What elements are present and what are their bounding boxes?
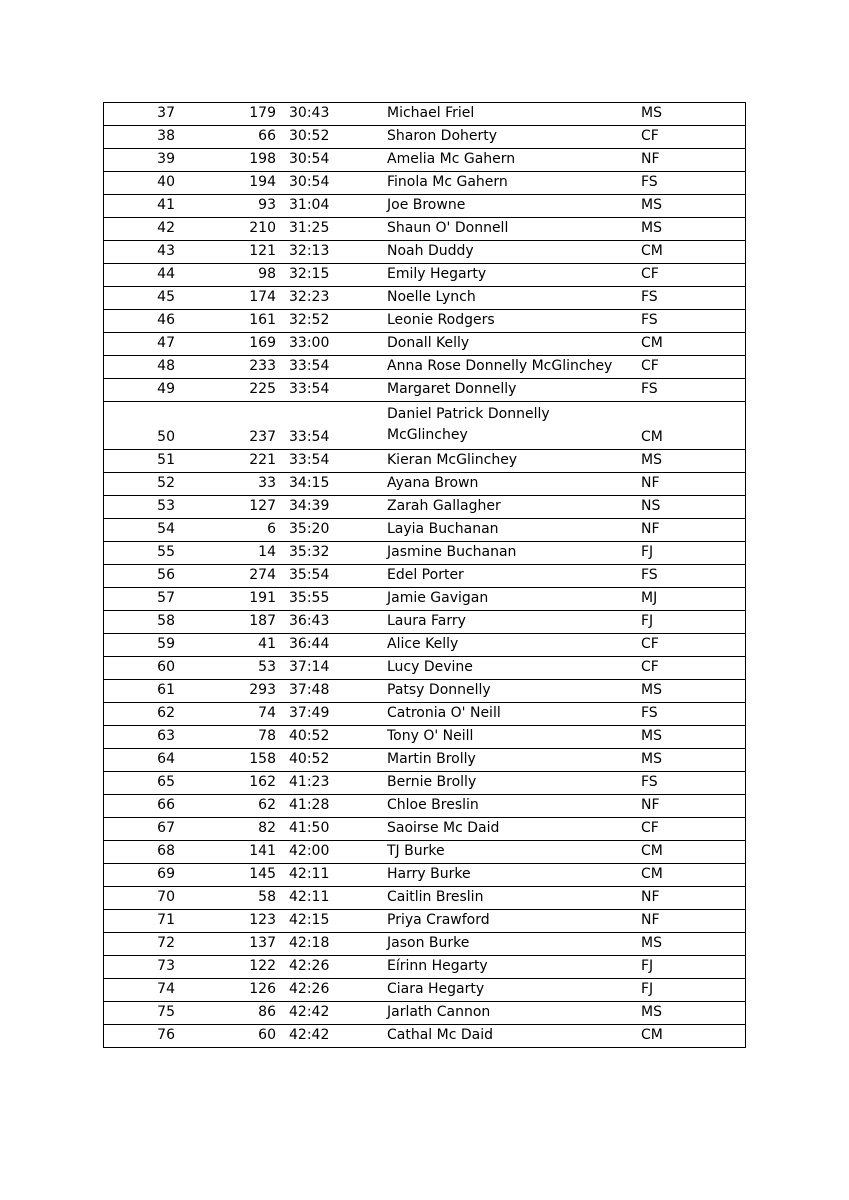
bib-number-cell: 179: [175, 103, 280, 126]
finish-time-cell: 32:15: [280, 264, 381, 287]
runner-name-cell: Noelle Lynch: [381, 287, 635, 310]
category-cell: CM: [635, 333, 746, 356]
table-row: [104, 333, 746, 356]
table-row: [104, 818, 746, 841]
finish-time-cell: 42:42: [280, 1025, 381, 1048]
position-cell: 59: [104, 634, 176, 657]
runner-name-cell: Amelia Mc Gahern: [381, 149, 635, 172]
table-row: [104, 588, 746, 611]
position-cell: 51: [104, 450, 176, 473]
position-cell: 71: [104, 910, 176, 933]
category-cell: CF: [635, 657, 746, 680]
runner-name-cell: Bernie Brolly: [381, 772, 635, 795]
position-cell: 68: [104, 841, 176, 864]
bib-number-cell: 33: [175, 473, 280, 496]
finish-time-cell: 35:32: [280, 542, 381, 565]
category-cell: MJ: [635, 588, 746, 611]
table-row: [104, 264, 746, 287]
category-cell: FS: [635, 703, 746, 726]
runner-name-cell: Margaret Donnelly: [381, 379, 635, 402]
runner-name-cell: Sharon Doherty: [381, 126, 635, 149]
runner-name-cell: Saoirse Mc Daid: [381, 818, 635, 841]
bib-number-cell: 127: [175, 496, 280, 519]
bib-number-cell: 60: [175, 1025, 280, 1048]
runner-name-cell: Cathal Mc Daid: [381, 1025, 635, 1048]
bib-number-cell: 121: [175, 241, 280, 264]
table-row: [104, 1002, 746, 1025]
category-cell: CM: [635, 402, 746, 450]
table-row: [104, 565, 746, 588]
runner-name-cell: Zarah Gallagher: [381, 496, 635, 519]
category-cell: CF: [635, 634, 746, 657]
category-cell: MS: [635, 933, 746, 956]
runner-name-cell: Daniel Patrick Donnelly McGlinchey: [381, 402, 635, 450]
finish-time-cell: 32:23: [280, 287, 381, 310]
position-cell: 42: [104, 218, 176, 241]
table-row: [104, 979, 746, 1002]
category-cell: NF: [635, 519, 746, 542]
bib-number-cell: 233: [175, 356, 280, 379]
table-row: [104, 172, 746, 195]
category-cell: FJ: [635, 542, 746, 565]
runner-name-cell: Layia Buchanan: [381, 519, 635, 542]
category-cell: NS: [635, 496, 746, 519]
finish-time-cell: 33:54: [280, 379, 381, 402]
runner-name-cell: Kieran McGlinchey: [381, 450, 635, 473]
position-cell: 76: [104, 1025, 176, 1048]
bib-number-cell: 123: [175, 910, 280, 933]
bib-number-cell: 98: [175, 264, 280, 287]
finish-time-cell: 30:54: [280, 149, 381, 172]
runner-name-cell: Laura Farry: [381, 611, 635, 634]
bib-number-cell: 293: [175, 680, 280, 703]
finish-time-cell: 41:23: [280, 772, 381, 795]
runner-name-cell: Edel Porter: [381, 565, 635, 588]
table-row: [104, 103, 746, 126]
position-cell: 53: [104, 496, 176, 519]
position-cell: 74: [104, 979, 176, 1002]
position-cell: 72: [104, 933, 176, 956]
category-cell: FJ: [635, 956, 746, 979]
runner-name-cell: Ciara Hegarty: [381, 979, 635, 1002]
position-cell: 50: [104, 402, 176, 450]
category-cell: CM: [635, 1025, 746, 1048]
runner-name-cell: Jason Burke: [381, 933, 635, 956]
bib-number-cell: 126: [175, 979, 280, 1002]
bib-number-cell: 198: [175, 149, 280, 172]
category-cell: NF: [635, 473, 746, 496]
bib-number-cell: 58: [175, 887, 280, 910]
bib-number-cell: 141: [175, 841, 280, 864]
runner-name-cell: Ayana Brown: [381, 473, 635, 496]
bib-number-cell: 225: [175, 379, 280, 402]
position-cell: 46: [104, 310, 176, 333]
finish-time-cell: 41:50: [280, 818, 381, 841]
table-row: [104, 287, 746, 310]
category-cell: MS: [635, 103, 746, 126]
table-row: [104, 149, 746, 172]
runner-name-cell: Caitlin Breslin: [381, 887, 635, 910]
table-row: [104, 956, 746, 979]
runner-name-cell: Alice Kelly: [381, 634, 635, 657]
runner-name-cell: Chloe Breslin: [381, 795, 635, 818]
finish-time-cell: 35:55: [280, 588, 381, 611]
table-row: [104, 356, 746, 379]
table-row: [104, 450, 746, 473]
finish-time-cell: 30:52: [280, 126, 381, 149]
runner-name-cell: Priya Crawford: [381, 910, 635, 933]
finish-time-cell: 37:49: [280, 703, 381, 726]
position-cell: 73: [104, 956, 176, 979]
category-cell: MS: [635, 749, 746, 772]
position-cell: 38: [104, 126, 176, 149]
finish-time-cell: 42:42: [280, 1002, 381, 1025]
category-cell: CM: [635, 864, 746, 887]
finish-time-cell: 41:28: [280, 795, 381, 818]
position-cell: 48: [104, 356, 176, 379]
category-cell: NF: [635, 910, 746, 933]
bib-number-cell: 6: [175, 519, 280, 542]
finish-time-cell: 33:54: [280, 356, 381, 379]
table-row: [104, 726, 746, 749]
category-cell: NF: [635, 887, 746, 910]
bib-number-cell: 221: [175, 450, 280, 473]
position-cell: 44: [104, 264, 176, 287]
table-row: [104, 933, 746, 956]
finish-time-cell: 42:15: [280, 910, 381, 933]
position-cell: 55: [104, 542, 176, 565]
finish-time-cell: 33:54: [280, 450, 381, 473]
category-cell: MS: [635, 680, 746, 703]
category-cell: FJ: [635, 979, 746, 1002]
results-table: [103, 102, 746, 1048]
table-row: [104, 749, 746, 772]
finish-time-cell: 42:26: [280, 956, 381, 979]
finish-time-cell: 42:11: [280, 864, 381, 887]
runner-name-cell: Catronia O' Neill: [381, 703, 635, 726]
category-cell: MS: [635, 726, 746, 749]
runner-name-cell: TJ Burke: [381, 841, 635, 864]
category-cell: FS: [635, 287, 746, 310]
position-cell: 45: [104, 287, 176, 310]
category-cell: MS: [635, 1002, 746, 1025]
finish-time-cell: 37:14: [280, 657, 381, 680]
finish-time-cell: 40:52: [280, 749, 381, 772]
position-cell: 57: [104, 588, 176, 611]
runner-name-cell: Jasmine Buchanan: [381, 542, 635, 565]
table-row: [104, 795, 746, 818]
category-cell: CF: [635, 818, 746, 841]
runner-name-cell: Shaun O' Donnell: [381, 218, 635, 241]
bib-number-cell: 66: [175, 126, 280, 149]
table-row: [104, 703, 746, 726]
runner-name-cell: Joe Browne: [381, 195, 635, 218]
runner-name-cell: Anna Rose Donnelly McGlinchey: [381, 356, 635, 379]
bib-number-cell: 158: [175, 749, 280, 772]
position-cell: 58: [104, 611, 176, 634]
category-cell: FS: [635, 565, 746, 588]
runner-name-cell: Tony O' Neill: [381, 726, 635, 749]
finish-time-cell: 32:52: [280, 310, 381, 333]
bib-number-cell: 122: [175, 956, 280, 979]
table-row: [104, 772, 746, 795]
table-row: [104, 910, 746, 933]
runner-name-cell: Noah Duddy: [381, 241, 635, 264]
finish-time-cell: 42:00: [280, 841, 381, 864]
bib-number-cell: 169: [175, 333, 280, 356]
finish-time-cell: 34:15: [280, 473, 381, 496]
category-cell: NF: [635, 149, 746, 172]
table-row: [104, 218, 746, 241]
finish-time-cell: 36:43: [280, 611, 381, 634]
position-cell: 61: [104, 680, 176, 703]
table-row: [104, 379, 746, 402]
category-cell: FS: [635, 310, 746, 333]
position-cell: 65: [104, 772, 176, 795]
table-row: [104, 126, 746, 149]
position-cell: 47: [104, 333, 176, 356]
position-cell: 43: [104, 241, 176, 264]
table-row: [104, 680, 746, 703]
finish-time-cell: 42:18: [280, 933, 381, 956]
position-cell: 63: [104, 726, 176, 749]
finish-time-cell: 31:25: [280, 218, 381, 241]
bib-number-cell: 14: [175, 542, 280, 565]
table-row: [104, 402, 746, 450]
table-row: [104, 195, 746, 218]
table-row: [104, 657, 746, 680]
position-cell: 62: [104, 703, 176, 726]
results-table-body: [104, 103, 746, 1048]
bib-number-cell: 86: [175, 1002, 280, 1025]
position-cell: 64: [104, 749, 176, 772]
table-row: [104, 310, 746, 333]
position-cell: 69: [104, 864, 176, 887]
category-cell: FJ: [635, 611, 746, 634]
bib-number-cell: 62: [175, 795, 280, 818]
bib-number-cell: 41: [175, 634, 280, 657]
bib-number-cell: 78: [175, 726, 280, 749]
bib-number-cell: 191: [175, 588, 280, 611]
finish-time-cell: 34:39: [280, 496, 381, 519]
finish-time-cell: 31:04: [280, 195, 381, 218]
runner-name-cell: Lucy Devine: [381, 657, 635, 680]
runner-name-cell: Finola Mc Gahern: [381, 172, 635, 195]
bib-number-cell: 137: [175, 933, 280, 956]
position-cell: 66: [104, 795, 176, 818]
table-row: [104, 1025, 746, 1048]
position-cell: 67: [104, 818, 176, 841]
runner-name-cell: Martin Brolly: [381, 749, 635, 772]
bib-number-cell: 53: [175, 657, 280, 680]
finish-time-cell: 42:26: [280, 979, 381, 1002]
bib-number-cell: 174: [175, 287, 280, 310]
position-cell: 60: [104, 657, 176, 680]
bib-number-cell: 210: [175, 218, 280, 241]
runner-name-cell: Jamie Gavigan: [381, 588, 635, 611]
runner-name-cell: Eírinn Hegarty: [381, 956, 635, 979]
table-row: [104, 496, 746, 519]
runner-name-cell: Emily Hegarty: [381, 264, 635, 287]
table-row: [104, 864, 746, 887]
position-cell: 52: [104, 473, 176, 496]
position-cell: 39: [104, 149, 176, 172]
position-cell: 70: [104, 887, 176, 910]
runner-name-cell: Jarlath Cannon: [381, 1002, 635, 1025]
runner-name-cell: Donall Kelly: [381, 333, 635, 356]
bib-number-cell: 93: [175, 195, 280, 218]
finish-time-cell: 33:00: [280, 333, 381, 356]
table-row: [104, 611, 746, 634]
finish-time-cell: 42:11: [280, 887, 381, 910]
category-cell: CF: [635, 356, 746, 379]
category-cell: MS: [635, 218, 746, 241]
category-cell: FS: [635, 772, 746, 795]
table-row: [104, 634, 746, 657]
bib-number-cell: 145: [175, 864, 280, 887]
bib-number-cell: 74: [175, 703, 280, 726]
table-row: [104, 241, 746, 264]
table-row: [104, 473, 746, 496]
position-cell: 56: [104, 565, 176, 588]
table-row: [104, 887, 746, 910]
category-cell: MS: [635, 450, 746, 473]
runner-name-cell: Patsy Donnelly: [381, 680, 635, 703]
category-cell: CM: [635, 241, 746, 264]
category-cell: FS: [635, 379, 746, 402]
bib-number-cell: 162: [175, 772, 280, 795]
position-cell: 54: [104, 519, 176, 542]
position-cell: 40: [104, 172, 176, 195]
position-cell: 41: [104, 195, 176, 218]
position-cell: 49: [104, 379, 176, 402]
category-cell: FS: [635, 172, 746, 195]
runner-name-cell: Leonie Rodgers: [381, 310, 635, 333]
runner-name-cell: Michael Friel: [381, 103, 635, 126]
table-row: [104, 519, 746, 542]
table-row: [104, 542, 746, 565]
position-cell: 37: [104, 103, 176, 126]
finish-time-cell: 30:54: [280, 172, 381, 195]
bib-number-cell: 161: [175, 310, 280, 333]
runner-name-cell: Harry Burke: [381, 864, 635, 887]
category-cell: NF: [635, 795, 746, 818]
bib-number-cell: 187: [175, 611, 280, 634]
finish-time-cell: 37:48: [280, 680, 381, 703]
bib-number-cell: 82: [175, 818, 280, 841]
category-cell: MS: [635, 195, 746, 218]
finish-time-cell: 33:54: [280, 402, 381, 450]
position-cell: 75: [104, 1002, 176, 1025]
table-row: [104, 841, 746, 864]
finish-time-cell: 35:54: [280, 565, 381, 588]
bib-number-cell: 194: [175, 172, 280, 195]
bib-number-cell: 274: [175, 565, 280, 588]
bib-number-cell: 237: [175, 402, 280, 450]
finish-time-cell: 36:44: [280, 634, 381, 657]
category-cell: CF: [635, 264, 746, 287]
finish-time-cell: 35:20: [280, 519, 381, 542]
finish-time-cell: 30:43: [280, 103, 381, 126]
finish-time-cell: 32:13: [280, 241, 381, 264]
category-cell: CM: [635, 841, 746, 864]
finish-time-cell: 40:52: [280, 726, 381, 749]
category-cell: CF: [635, 126, 746, 149]
